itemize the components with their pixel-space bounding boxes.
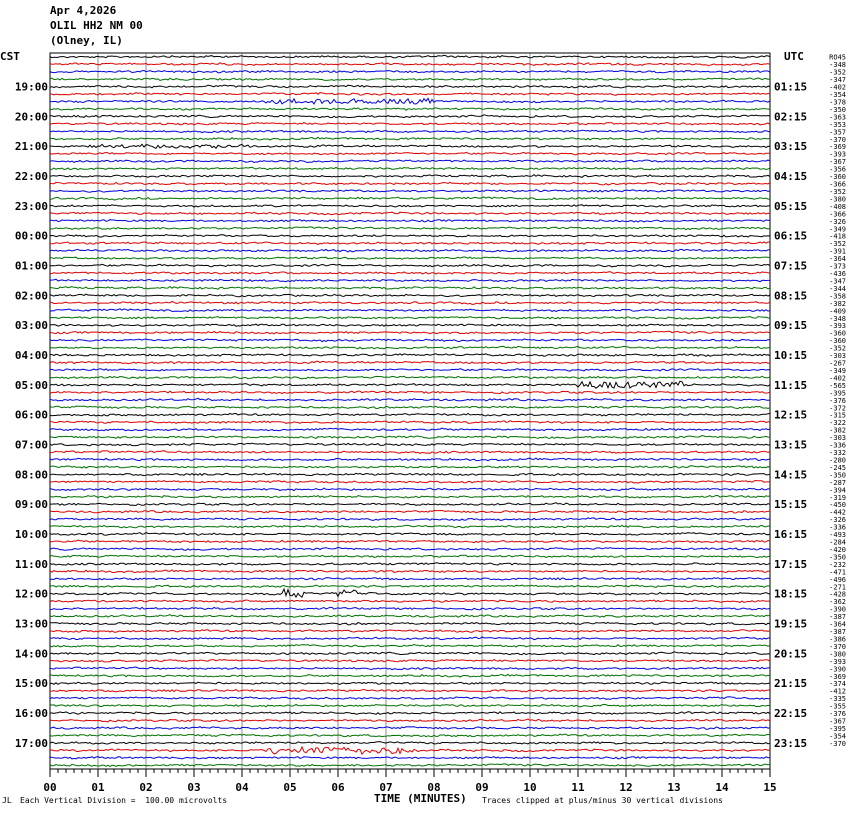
right-value-labels: [829, 54, 846, 748]
seismic-trace: [50, 346, 770, 349]
seismic-trace: [50, 197, 770, 200]
trace-group: [50, 55, 770, 766]
seismic-trace: [50, 589, 770, 597]
seismic-trace: [50, 674, 770, 677]
trace-value-label: -352: [829, 344, 846, 353]
right-hour-labels: [774, 81, 807, 750]
trace-value-label: -303: [829, 352, 846, 361]
trace-value-label: -402: [829, 374, 846, 383]
hour-label-left: 02:00: [14, 289, 48, 303]
hour-label-left: 09:00: [14, 498, 48, 512]
seismic-trace: [50, 160, 770, 163]
trace-value-label: -245: [829, 463, 846, 472]
hour-label-right: 08:15: [774, 289, 808, 303]
seismic-trace: [50, 294, 770, 297]
seismic-trace: [50, 518, 770, 521]
seismic-trace: [50, 190, 770, 193]
trace-value-label: -271: [829, 583, 846, 592]
hour-label-left: 21:00: [14, 140, 48, 154]
hour-label-left: 04:00: [14, 349, 48, 363]
seismic-trace: [50, 525, 770, 528]
hour-label-right: 12:15: [774, 408, 808, 422]
hour-label-left: 17:00: [14, 736, 48, 750]
hour-label-left: 12:00: [14, 587, 48, 601]
hour-label-left: 03:00: [14, 319, 48, 333]
x-tick-label: 15: [763, 781, 777, 794]
trace-value-label: -380: [829, 650, 846, 659]
hour-label-left: 19:00: [14, 80, 48, 94]
seismic-trace: [50, 600, 770, 603]
trace-value-label: -386: [829, 635, 846, 644]
seismic-trace: [50, 578, 770, 580]
seismic-trace: [50, 272, 770, 274]
trace-value-label: -366: [829, 180, 846, 189]
trace-value-label: RO45: [829, 53, 846, 62]
hour-label-right: 10:15: [774, 349, 808, 363]
x-tick-label: 13: [667, 781, 681, 794]
seismic-trace: [50, 123, 770, 125]
trace-value-label: -319: [829, 493, 846, 502]
hour-label-left: 20:00: [14, 110, 48, 124]
seismic-trace: [50, 547, 770, 550]
x-axis-ticks: [43, 769, 776, 794]
seismic-trace: [50, 279, 770, 282]
hour-label-left: 11:00: [14, 557, 48, 571]
trace-value-label: -364: [829, 620, 846, 629]
seismic-trace: [50, 98, 770, 104]
seismic-trace: [50, 309, 770, 312]
hour-label-right: 23:15: [774, 736, 808, 750]
seismic-trace: [50, 391, 770, 394]
hour-label-right: 16:15: [774, 528, 808, 542]
hour-label-left: 08:00: [14, 468, 48, 482]
seismic-trace: [50, 667, 770, 670]
trace-value-label: -393: [829, 657, 846, 666]
trace-value-label: -350: [829, 105, 846, 114]
seismic-trace: [50, 458, 770, 461]
seismic-trace: [50, 137, 770, 140]
hour-label-right: 19:15: [774, 617, 808, 631]
trace-value-label: -395: [829, 724, 846, 733]
seismic-trace: [50, 742, 770, 745]
seismic-trace: [50, 63, 770, 66]
hour-label-right: 13:15: [774, 438, 808, 452]
hour-label-left: 16:00: [14, 707, 48, 721]
trace-value-label: -370: [829, 642, 846, 651]
seismic-trace: [50, 398, 770, 401]
trace-value-label: -496: [829, 575, 846, 584]
seismic-trace: [50, 257, 770, 259]
trace-value-label: -354: [829, 732, 846, 741]
x-tick-label: 06: [331, 781, 345, 794]
trace-value-label: -442: [829, 508, 846, 517]
trace-value-label: -326: [829, 516, 846, 525]
seismic-trace: [50, 719, 770, 722]
trace-value-label: -420: [829, 545, 846, 554]
trace-value-label: -370: [829, 739, 846, 748]
x-tick-label: 03: [187, 781, 201, 794]
trace-value-label: -393: [829, 150, 846, 159]
hour-label-right: 02:15: [774, 110, 808, 124]
trace-value-label: -347: [829, 76, 846, 85]
trace-value-label: -232: [829, 560, 846, 569]
seismic-trace: [50, 734, 770, 737]
trace-value-label: -436: [829, 270, 846, 279]
trace-value-label: -360: [829, 329, 846, 338]
seismic-trace: [50, 115, 770, 118]
trace-value-label: -335: [829, 695, 846, 704]
seismic-trace: [50, 381, 770, 388]
trace-value-label: -360: [829, 337, 846, 346]
seismic-trace: [50, 533, 770, 536]
seismic-trace: [50, 339, 770, 342]
trace-value-label: -380: [829, 195, 846, 204]
seismic-trace: [50, 212, 770, 214]
seismic-trace: [50, 630, 770, 633]
trace-value-label: -369: [829, 672, 846, 681]
seismic-trace: [50, 488, 770, 491]
seismic-trace: [50, 443, 770, 446]
hour-label-left: 15:00: [14, 677, 48, 691]
trace-value-label: -360: [829, 173, 846, 182]
hour-label-right: 21:15: [774, 677, 808, 691]
seismic-trace: [50, 764, 770, 767]
x-tick-label: 08: [427, 781, 441, 794]
trace-value-label: -344: [829, 284, 846, 293]
seismic-trace: [50, 249, 770, 252]
trace-value-label: -450: [829, 501, 846, 510]
trace-value-label: -355: [829, 702, 846, 711]
hour-label-left: 07:00: [14, 438, 48, 452]
hour-label-right: 03:15: [774, 140, 808, 154]
trace-value-label: -369: [829, 143, 846, 152]
seismic-trace: [50, 302, 770, 305]
x-tick-label: 07: [379, 781, 393, 794]
seismic-trace: [50, 175, 770, 178]
seismic-trace: [50, 220, 770, 222]
x-axis-title: TIME (MINUTES): [374, 792, 467, 805]
hour-label-right: 09:15: [774, 319, 808, 333]
seismic-trace: [50, 712, 770, 715]
trace-value-label: -363: [829, 113, 846, 122]
x-tick-label: 04: [235, 781, 249, 794]
trace-value-label: -367: [829, 717, 846, 726]
trace-value-label: -352: [829, 240, 846, 249]
trace-value-label: -372: [829, 404, 846, 413]
seismic-trace: [50, 555, 770, 557]
seismic-trace: [50, 644, 770, 647]
seismic-trace: [50, 108, 770, 111]
trace-value-label: -367: [829, 158, 846, 167]
trace-value-label: -357: [829, 128, 846, 137]
seismic-trace: [50, 324, 770, 326]
seismic-trace: [50, 354, 770, 357]
seismic-trace: [50, 317, 770, 319]
trace-value-label: -412: [829, 687, 846, 696]
seismic-trace: [50, 130, 770, 133]
seismic-trace: [50, 428, 770, 431]
seismic-trace: [50, 242, 770, 245]
trace-value-label: -280: [829, 456, 846, 465]
footer-clip-note: Traces clipped at plus/minus 30 vertical divisions: [482, 796, 723, 805]
hour-label-left: 06:00: [14, 408, 48, 422]
x-tick-label: 09: [475, 781, 489, 794]
seismic-trace: [50, 55, 770, 58]
trace-value-label: -350: [829, 553, 846, 562]
trace-value-label: -347: [829, 277, 846, 286]
seismic-trace: [50, 85, 770, 88]
trace-value-label: -471: [829, 568, 846, 577]
seismic-trace: [50, 652, 770, 655]
hour-label-left: 14:00: [14, 647, 48, 661]
hour-label-right: 22:15: [774, 707, 808, 721]
hour-label-left: 01:00: [14, 259, 48, 273]
trace-value-label: -394: [829, 486, 846, 495]
seismic-trace: [50, 660, 770, 662]
hour-label-right: 05:15: [774, 199, 808, 213]
right-timezone-label: UTC: [784, 50, 804, 63]
seismic-trace: [50, 757, 770, 759]
trace-value-label: -303: [829, 434, 846, 443]
trace-value-label: -332: [829, 449, 846, 458]
hour-label-left: 00:00: [14, 229, 48, 243]
seismic-trace: [50, 563, 770, 565]
seismic-trace: [50, 93, 770, 96]
trace-value-label: -418: [829, 232, 846, 241]
trace-value-label: -352: [829, 187, 846, 196]
footer-scale-note: Each Vertical Division = 100.00 microvolts: [20, 796, 228, 805]
header-date: Apr 4,2026: [50, 4, 117, 17]
trace-value-label: -352: [829, 68, 846, 77]
trace-value-label: -390: [829, 665, 846, 674]
trace-value-label: -349: [829, 225, 846, 234]
trace-value-label: -376: [829, 710, 846, 719]
seismic-trace: [50, 727, 770, 730]
trace-value-label: -348: [829, 314, 846, 323]
seismic-trace: [50, 436, 770, 439]
hour-label-right: 14:15: [774, 468, 808, 482]
seismic-trace: [50, 697, 770, 700]
trace-value-label: -402: [829, 83, 846, 92]
trace-value-label: -376: [829, 396, 846, 405]
footer-mark: JL: [2, 796, 12, 805]
seismic-trace: [50, 369, 770, 371]
x-tick-label: 05: [283, 781, 297, 794]
hour-label-left: 05:00: [14, 378, 48, 392]
seismic-trace: [50, 421, 770, 424]
x-tick-label: 10: [523, 781, 537, 794]
trace-value-label: -382: [829, 299, 846, 308]
hour-label-left: 13:00: [14, 617, 48, 631]
trace-value-label: -393: [829, 322, 846, 331]
seismic-trace: [50, 622, 770, 624]
seismic-trace: [50, 570, 770, 573]
x-tick-label: 02: [139, 781, 153, 794]
trace-value-label: -364: [829, 255, 846, 264]
trace-value-label: -326: [829, 217, 846, 226]
trace-value-label: -391: [829, 247, 846, 256]
hour-label-right: 04:15: [774, 170, 808, 184]
x-tick-label: 11: [571, 781, 585, 794]
hour-label-right: 18:15: [774, 587, 808, 601]
trace-value-label: -387: [829, 613, 846, 622]
seismic-trace: [50, 361, 770, 364]
trace-value-label: -353: [829, 120, 846, 129]
seismic-trace: [50, 331, 770, 334]
hour-label-left: 10:00: [14, 528, 48, 542]
seismic-trace: [50, 607, 770, 610]
trace-value-label: -428: [829, 590, 846, 599]
trace-value-label: -395: [829, 389, 846, 398]
left-timezone-label: CST: [0, 50, 20, 63]
seismic-trace: [50, 264, 770, 267]
trace-value-label: -348: [829, 61, 846, 70]
left-hour-labels: [15, 81, 48, 750]
seismic-trace: [50, 205, 770, 207]
x-tick-label: 00: [43, 781, 57, 794]
trace-value-label: -349: [829, 366, 846, 375]
hour-label-left: 23:00: [14, 199, 48, 213]
seismic-trace: [50, 682, 770, 684]
x-tick-label: 14: [715, 781, 729, 794]
trace-value-label: -374: [829, 680, 846, 689]
trace-value-label: -373: [829, 262, 846, 271]
seismic-trace: [50, 413, 770, 416]
seismic-trace: [50, 496, 770, 499]
seismic-trace: [50, 71, 770, 73]
seismic-trace: [50, 690, 770, 692]
seismic-trace: [50, 481, 770, 484]
seismic-trace: [50, 451, 770, 454]
trace-value-label: -366: [829, 210, 846, 219]
seismic-trace: [50, 637, 770, 640]
hour-label-right: 15:15: [774, 498, 808, 512]
header-location: (Olney, IL): [50, 34, 123, 47]
seismic-trace: [50, 227, 770, 230]
seismic-trace: [50, 167, 770, 170]
trace-value-label: -370: [829, 135, 846, 144]
seismic-trace: [50, 182, 770, 185]
trace-value-label: -322: [829, 419, 846, 428]
seismic-trace: [50, 376, 770, 379]
trace-value-label: -284: [829, 538, 846, 547]
seismic-trace: [50, 540, 770, 543]
trace-value-label: -378: [829, 98, 846, 107]
hour-label-left: 22:00: [14, 170, 48, 184]
header-station: OLIL HH2 NM 00: [50, 19, 143, 32]
seismic-trace: [50, 144, 770, 148]
seismic-trace: [50, 747, 770, 754]
seismic-trace: [50, 503, 770, 506]
seismic-trace: [50, 510, 770, 513]
trace-value-label: -382: [829, 426, 846, 435]
trace-value-label: -287: [829, 478, 846, 487]
hour-label-right: 06:15: [774, 229, 808, 243]
trace-value-label: -315: [829, 411, 846, 420]
trace-value-label: -356: [829, 165, 846, 174]
trace-value-label: -358: [829, 292, 846, 301]
seismic-trace: [50, 406, 770, 409]
trace-value-label: -336: [829, 523, 846, 532]
hour-label-right: 20:15: [774, 647, 808, 661]
trace-value-label: -493: [829, 531, 846, 540]
trace-value-label: -350: [829, 471, 846, 480]
hour-label-right: 11:15: [774, 378, 808, 392]
seismic-trace: [50, 287, 770, 290]
seismic-trace: [50, 615, 770, 618]
seismic-trace: [50, 78, 770, 81]
hour-label-right: 17:15: [774, 557, 808, 571]
trace-value-label: -362: [829, 598, 846, 607]
x-tick-label: 12: [619, 781, 633, 794]
seismic-trace: [50, 466, 770, 468]
hour-label-right: 07:15: [774, 259, 808, 273]
trace-value-label: -387: [829, 628, 846, 637]
trace-value-label: -336: [829, 441, 846, 450]
trace-value-label: -409: [829, 307, 846, 316]
trace-value-label: -565: [829, 381, 846, 390]
seismic-trace: [50, 235, 770, 238]
hour-label-right: 01:15: [774, 80, 808, 94]
trace-value-label: -390: [829, 605, 846, 614]
trace-value-label: -354: [829, 91, 846, 100]
seismic-trace: [50, 585, 770, 587]
trace-value-label: -267: [829, 359, 846, 368]
seismic-trace: [50, 152, 770, 154]
trace-value-label: -408: [829, 202, 846, 211]
seismic-trace: [50, 704, 770, 707]
x-tick-label: 01: [91, 781, 105, 794]
seismic-trace: [50, 473, 770, 475]
